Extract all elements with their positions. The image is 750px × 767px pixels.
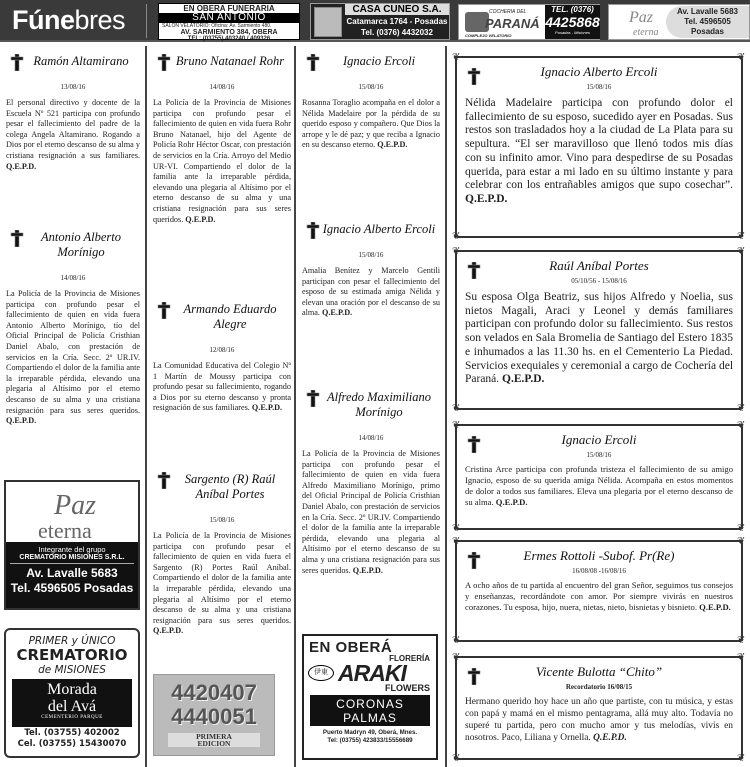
ornament-icon: ❦ [737,753,746,764]
obituary-date: 12/08/16 [209,346,235,354]
ad-phone: Cel. (03755) 15430070 [17,739,127,749]
ornament-icon: ❦ [452,523,461,534]
ad-text: CASA CUNEO S.A. [345,4,449,15]
ad-text: Av. Lavalle 5683 [677,7,738,16]
obituary-name: Ramón Altamirano [33,54,129,68]
qepd: Q.E.P.D. [185,214,216,224]
ornament-icon: ❦ [737,536,746,547]
morada-logo [12,679,132,727]
paz-eterna-logo [625,7,665,39]
ad-text: Morada [47,681,97,698]
column-1 [0,46,147,767]
paz-eterna-info [6,542,138,608]
qepd: Q.E.P.D. [377,140,408,150]
obituary-text: A ocho años de tu partida al encuentro del gran Señor, seguimos tus consejos y enseñanzas, recordándote con amor. Por siempre vivirás en nuestros corazones. Tu esposa, hijo, nuera, nietas, nieto, bisnietas y bisnieto. Q.E.P.D. [465,580,733,612]
obituary [153,302,291,414]
obituary-date: 14/08/16 [209,83,235,91]
ad-text: Posadas [691,27,724,36]
obituary-text: La Policía de la Provincia de Misiones participa con profundo pesar el fallecimiento de quien en vida fuera Alfredo Maximiliano Morínigo, primo del Oficial Principal de Policía Cristhian Daniel Abalo, con prestación de servicios en la Cría. Secc. 2º UR.IV. Compartiendo el dolor de la familia ante la irreparable pérdida, elevando una plegaria al Altísimo por el eterno descanso de su alma y una cristiana resignación para sus seres queridos. Q.E.P.D. [302,449,440,575]
ad-araki-flowers[interactable] [302,634,438,760]
ad-phone: 4425868 [545,14,600,30]
ad-text: PALMAS [343,711,397,725]
ad-phone: Tel: (03755) 423833/15556689 [327,737,413,744]
ad-casa-cuneo[interactable] [310,3,450,40]
primera-edicion-logo [168,733,260,747]
obituary-text: Nélida Madelaire participa con profundo dolor el fallecimiento de su esposo, sucedido ayer en Posadas. Sus restos son trasladados hoy a la ciudad de La Plata para su sepultura. “El ser maravilloso que llenó todos mis días con su infinito amor. Vino para despedirse de su Posadas querida, para estar a mi lado en su último instante y para celebrar con los entrañables amigos que supo cosechar”. Q.E.P.D. [465,97,733,205]
ornament-icon: ❦ [452,403,461,414]
obituary-name: Antonio Alberto Morínigo [41,230,121,259]
cross-icon [306,222,320,239]
ad-text: PARANÁ [485,16,540,31]
ad-text: EN OBERA FUNERARIA [183,4,275,13]
ad-text: TEL: (03755) 403240 / 409326 [187,36,271,42]
brand-light: bres [74,5,126,35]
obituary-name: Ermes Rottoli -Subof. Pr(Re) [523,548,675,563]
ornament-icon: ❦ [737,420,746,431]
ad-text: SAN ANTONIO [159,13,299,23]
ornament-icon: ❦ [737,652,746,663]
ornament-icon: ❦ [737,52,746,63]
ornament-icon: ❦ [737,403,746,414]
ad-paz-eterna[interactable] [4,480,140,610]
parana-logo [463,8,538,36]
ornament-icon: ❦ [737,523,746,534]
obituary-box [452,246,746,414]
qepd: Q.E.P.D. [6,161,37,171]
obituary-date: 15/08/16 [358,251,384,259]
obituary-name: Vicente Bulotta “Chito” [535,664,663,679]
logo-text: ARAKI [338,660,406,686]
ad-primera-edicion[interactable] [153,674,275,756]
ad-text: Tel. (0376) 4432032 [361,28,433,37]
obituary-name: Ignacio Ercoli [342,54,416,68]
obituary [6,54,140,172]
column-3 [296,46,447,767]
crest-icon [314,7,342,37]
obituary [302,54,440,151]
ornament-icon: ❦ [452,753,461,764]
obituary-name: Armando Eduardo Alegre [183,302,277,331]
ad-crematorio[interactable] [4,628,140,758]
ad-text: Tel. 4596505 Posadas [10,581,134,595]
ad-text: FLORERÍA [389,654,430,663]
obituary-name: Alfredo Maximiliano Morínigo [326,390,432,419]
brand-bold: Fúne [12,5,75,35]
ad-phone: 4440051 [171,704,257,729]
ad-text: CORONAS [336,697,404,711]
seal-icon: 伊東 [308,665,334,681]
obituary-date: 15/08/16 [586,451,612,459]
ornament-icon: ❦ [452,52,461,63]
cross-icon [10,54,24,71]
section-brand [12,5,125,36]
obituary-text: Rosanna Toraglio acompaña en el dolor a Nélida Madelaire por la pérdida de su querido esposo y compañero. Que Dios la arrope y le dé paz; y que reciba a Ignacio en su descanso eterno. Q.E.P.D. [302,98,440,150]
obituary-name: Bruno Natanael Rohr [175,54,285,68]
ad-address: Puerto Madryn 49, Oberá, Mnes. [322,729,418,736]
qepd: Q.E.P.D. [322,308,353,318]
obituary-box [452,52,746,242]
ad-text: TEL. (0376) [551,5,594,14]
featured-column [447,46,750,767]
obituary-text: La Policía de la Provincia de Misiones participa con profundo pesar el fallecimiento de quien en vida fuera Antonio Alberto Morínigo, tío del Oficial Principal de Policía Cristhian Daniel Abalo, con prestación de servicios en la Cría. Secc. 2º UR.IV. Compartiendo el dolor de la familia ante la irreparable pérdida, elevando una plegaria al Altísimo por el eterno descanso de su alma y una cristiana resignación para sus seres queridos. Q.E.P.D. [6,289,140,426]
qepd: Q.E.P.D. [502,373,545,386]
paz-eterna-logo [6,482,138,542]
ad-phone: 4420407 [171,680,257,705]
obituary-name: Sargento (R) Raúl Aníbal Portes [184,472,276,501]
obituary-date: 14/08/16 [60,274,86,282]
obituary-date: 15/08/16 [209,516,235,524]
obituary [153,472,291,637]
obituary [153,54,291,225]
logo-text: Paz [629,9,653,26]
ornament-icon: ❦ [452,246,461,257]
logo-text: eterna [633,27,659,38]
parana-phone-block [545,5,600,39]
obituary-date: 16/08/08 -16/08/16 [572,567,626,575]
ad-text: del Avá [47,698,97,715]
araki-logo [304,660,436,686]
qepd: Q.E.P.D. [465,192,508,205]
qepd: Q.E.P.D. [593,733,627,743]
obituary-text: El personal directivo y docente de la Escuela Nº 521 participa con profundo pesar el fallecimiento del padre de la colega Angela Altamirano. Rogando a Dios por el eterno descanso de su alma y cristiana resignación a sus familiares. Q.E.P.D. [6,98,140,171]
ornament-icon: ❦ [452,536,461,547]
logo-text: PRIMERA [196,732,232,741]
logo-text: EDICION [197,739,231,748]
obituary-text: Amalia Benítez y Marcelo Gentili participan con pesar el fallecimiento del esposo de su estimada amiga Nélida y elevan una oración por el descanso de su alma. Q.E.P.D. [302,266,440,318]
araki-products [310,695,430,726]
qepd: Q.E.P.D. [153,626,184,636]
column-2 [147,46,296,767]
ad-text: Tel. 4596505 [684,17,731,26]
cross-icon [157,302,171,319]
obituary-text: La Policía de la Provincia de Misiones participa con profundo pesar el fallecimiento de quien en vida fuera Rohr Bruno Natanael, hijo del Agente de Policía Rohr Héctor Oscar, con prestación de servicios en la Cría. Arroyo del Medio UR-VI. Compartiendo el dolor de la familia ante la irreparable pérdida, elevando una plegaria al Altísimo por el eterno descanso de su alma y una cristiana resignación para sus seres queridos. Q.E.P.D. [153,98,291,224]
qepd: Q.E.P.D. [6,416,37,426]
obituary-text: Cristina Arce participa con profunda tristeza el fallecimiento de su amigo Ignacio, esposo de su querida amiga Nélida. Acompaña en estos momentos de dolor a todos sus familiares. Eleva una plegaria por el eterno descanso de su alma. Q.E.P.D. [465,464,733,507]
ad-phone: Tel. (03755) 402002 [24,728,120,738]
qepd: Q.E.P.D. [352,565,383,575]
ornament-icon: ❦ [452,231,461,242]
ad-text: Integrante del grupo [38,545,106,554]
cross-icon [467,68,481,85]
ornament-icon: ❦ [737,231,746,242]
cross-icon [467,552,481,569]
cross-icon [157,472,171,489]
obituary-text: Su esposa Olga Beatriz, sus hijos Alfredo y Noelia, sus nietos Magali, Araci y Leonel y demás familiares participan con profundo dolor su fallecimiento. Sus restos son velados en Sala Bromelia de Santiago del Estero 1835 e inhumados a las 11.30 hs. en el Cementerio La Piedad. Servicios exequiales y ceremonial a cargo de Cochería del Paraná. Q.E.P.D. [465,291,734,386]
ad-text: AV. SARMIENTO 384, OBERA [180,29,278,36]
ad-text: CREMATORIO MISIONES S.R.L. [10,554,134,564]
obituary [302,222,440,319]
ornament-icon: ❦ [452,420,461,431]
ornament-icon: ❦ [737,246,746,257]
obituary-box [452,652,746,764]
obituary-name: Ignacio Ercoli [561,432,637,447]
ad-text: EN OBERÁ [309,639,393,656]
ad-text: PRIMER y ÚNICO [28,635,116,647]
cross-icon [467,436,481,453]
ad-text: SALON VELATORIO: Oficina: Av. Sarmiento 480. [162,23,272,29]
qepd: Q.E.P.D. [699,602,731,612]
ad-text: FLOWERS [385,683,430,693]
ad-cocheria-parana[interactable] [458,4,600,40]
obituary-text: Hermano querido hoy hace un año que partiste, con tu música, y estas con papá y mamá en el mismo pentagrama, allá muy alto. Todavía no superé tu partida, pero con mucho amor y tus melodías, vivis en nosotros. Paco, Liliana y Ornella. Q.E.P.D. [465,697,733,743]
ad-funeraria-san-antonio[interactable] [158,3,300,40]
cross-icon [157,54,171,71]
ad-text: COCHERIA DEL [489,9,527,15]
logo-text: Paz [54,490,96,521]
ad-text: CEMENTERIO PARQUE [41,715,103,720]
ornament-icon: ❦ [452,652,461,663]
cross-icon [467,262,481,279]
cross-icon [306,54,320,71]
obituary-text: La Policía de la Provincia de Misiones participa con profundo pesar el fallecimiento de quien en vida fuera el Sargento (R) Portes Raúl Aníbal. Compartiendo el dolor de la familia ante la irreparable pérdida, elevando una plegaria al Altísimo por el eterno descanso de su alma y una cristiana resignación para sus seres queridos. Q.E.P.D. [153,531,291,636]
cross-icon [306,390,320,407]
obituary-date: 05/10/56 - 15/08/16 [571,277,627,285]
obituary-name: Raúl Aníbal Portes [549,258,649,273]
ornament-icon: ❦ [452,635,461,646]
ad-text: CREMATORIO [16,646,128,664]
obituary [6,230,140,427]
obituary-box [452,420,746,534]
obituary-date: 15/08/16 [586,83,612,91]
qepd: Q.E.P.D. [495,497,528,507]
obituary-name: Ignacio Alberto Ercoli [322,222,436,236]
obituary-date: 15/08/16 [358,83,384,91]
qepd: Q.E.P.D. [251,403,283,413]
ad-text: COMPLEJO VELATORIO [465,33,512,38]
obituary [302,390,440,576]
logo-text: eterna [38,518,92,543]
obituary-date: 13/08/16 [60,83,86,91]
header-divider [146,4,147,38]
ad-text: Av. Lavalle 5683 [26,566,118,580]
ad-text: de MISIONES [38,664,106,676]
ad-paz-eterna-header[interactable] [608,4,750,40]
obituary-name: Ignacio Alberto Ercoli [540,64,658,79]
cross-icon [10,230,24,247]
cross-icon [467,668,481,685]
ad-text: Posadas - Misiones [555,30,590,35]
obituary-date: Recordatorio 16/08/15 [565,683,633,691]
ad-text: Catamarca 1764 - Posadas [346,17,448,26]
obituary-date: 14/08/16 [358,434,384,442]
ornament-icon: ❦ [737,635,746,646]
paz-eterna-info [666,6,749,38]
obituary-box [452,536,746,646]
header-banner [0,0,750,42]
obituary-text: La Comunidad Educativa del Colegio Nº 1 Martín de Moussy participa con profundo pesar su fallecimiento, rogando a Dios por su eterno descanso y pronta resignación de sus familiares. Q.E.P.D. [153,361,291,413]
